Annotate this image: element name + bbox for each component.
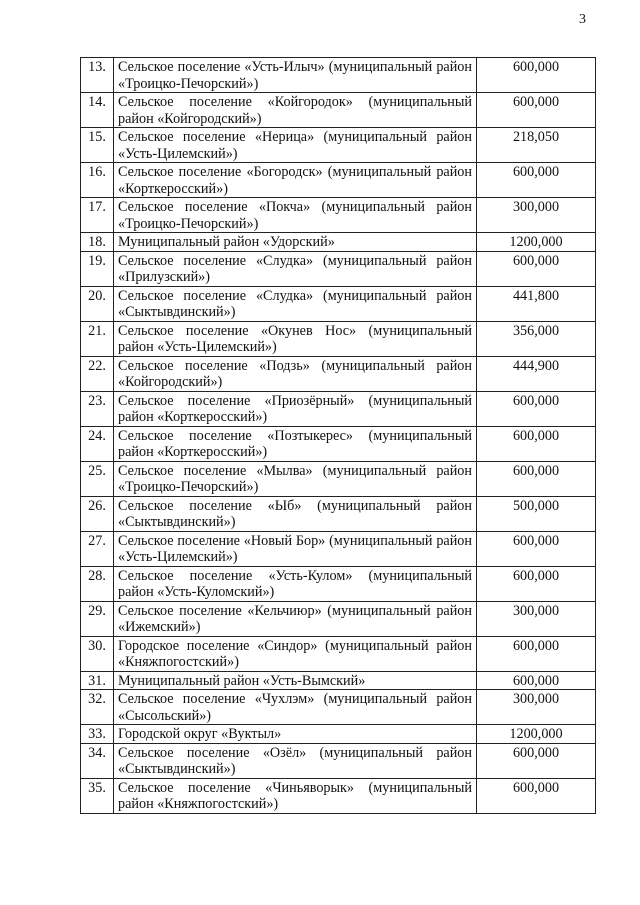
municipality-name: Сельское поселение «Кельчиюр» (муниципальный район «Ижемский») xyxy=(114,601,477,636)
amount: 600,000 xyxy=(477,671,596,690)
amount: 356,000 xyxy=(477,321,596,356)
amount: 600,000 xyxy=(477,426,596,461)
table-row xyxy=(81,725,596,744)
subsidy-table xyxy=(80,57,596,814)
table-row xyxy=(81,391,596,426)
row-number: 30. xyxy=(81,636,114,671)
table-row xyxy=(81,198,596,233)
amount: 600,000 xyxy=(477,531,596,566)
row-number: 19. xyxy=(81,251,114,286)
table-row xyxy=(81,286,596,321)
amount: 600,000 xyxy=(477,636,596,671)
amount: 600,000 xyxy=(477,58,596,93)
amount: 600,000 xyxy=(477,778,596,813)
amount: 300,000 xyxy=(477,198,596,233)
municipality-name: Сельское поселение «Новый Бор» (муниципальный район «Усть-Цилемский») xyxy=(114,531,477,566)
municipality-name: Сельское поселение «Слудка» (муниципальный район «Прилузский») xyxy=(114,251,477,286)
table-row xyxy=(81,671,596,690)
row-number: 28. xyxy=(81,566,114,601)
amount: 300,000 xyxy=(477,690,596,725)
municipality-name: Сельское поселение «Позтыкерес» (муниципальный район «Корткеросский») xyxy=(114,426,477,461)
table-row xyxy=(81,566,596,601)
table-row xyxy=(81,461,596,496)
table-row xyxy=(81,743,596,778)
row-number: 34. xyxy=(81,743,114,778)
row-number: 35. xyxy=(81,778,114,813)
municipality-name: Сельское поселение «Окунев Нос» (муниципальный район «Усть-Цилемский») xyxy=(114,321,477,356)
municipality-name: Сельское поселение «Чиньяворык» (муниципальный район «Княжпогостский») xyxy=(114,778,477,813)
row-number: 23. xyxy=(81,391,114,426)
row-number: 14. xyxy=(81,93,114,128)
municipality-name: Сельское поселение «Чухлэм» (муниципальный район «Сысольский») xyxy=(114,690,477,725)
municipality-name: Городское поселение «Синдор» (муниципальный район «Княжпогостский») xyxy=(114,636,477,671)
table-row xyxy=(81,778,596,813)
subsidy-table-body xyxy=(81,58,596,814)
table-row xyxy=(81,601,596,636)
row-number: 33. xyxy=(81,725,114,744)
municipality-name: Сельское поселение «Усть-Илыч» (муниципальный район «Троицко-Печорский») xyxy=(114,58,477,93)
table-row xyxy=(81,321,596,356)
row-number: 32. xyxy=(81,690,114,725)
row-number: 31. xyxy=(81,671,114,690)
amount: 1200,000 xyxy=(477,233,596,252)
municipality-name: Муниципальный район «Удорский» xyxy=(114,233,477,252)
municipality-name: Сельское поселение «Слудка» (муниципальный район «Сыктывдинский») xyxy=(114,286,477,321)
municipality-name: Сельское поселение «Покча» (муниципальный район «Троицко-Печорский») xyxy=(114,198,477,233)
row-number: 20. xyxy=(81,286,114,321)
row-number: 29. xyxy=(81,601,114,636)
row-number: 13. xyxy=(81,58,114,93)
municipality-name: Сельское поселение «Богородск» (муниципальный район «Корткеросский») xyxy=(114,163,477,198)
municipality-name: Сельское поселение «Озёл» (муниципальный район «Сыктывдинский») xyxy=(114,743,477,778)
municipality-name: Сельское поселение «Усть-Кулом» (муниципальный район «Усть-Куломский») xyxy=(114,566,477,601)
table-row xyxy=(81,690,596,725)
amount: 300,000 xyxy=(477,601,596,636)
table-row xyxy=(81,636,596,671)
row-number: 24. xyxy=(81,426,114,461)
row-number: 18. xyxy=(81,233,114,252)
table-row xyxy=(81,356,596,391)
municipality-name: Сельское поселение «Приозёрный» (муниципальный район «Корткеросский») xyxy=(114,391,477,426)
table-row xyxy=(81,93,596,128)
amount: 600,000 xyxy=(477,461,596,496)
amount: 600,000 xyxy=(477,93,596,128)
row-number: 27. xyxy=(81,531,114,566)
amount: 441,800 xyxy=(477,286,596,321)
amount: 444,900 xyxy=(477,356,596,391)
table-row xyxy=(81,251,596,286)
amount: 600,000 xyxy=(477,391,596,426)
amount: 1200,000 xyxy=(477,725,596,744)
row-number: 21. xyxy=(81,321,114,356)
municipality-name: Сельское поселение «Койгородок» (муниципальный район «Койгородский») xyxy=(114,93,477,128)
amount: 600,000 xyxy=(477,743,596,778)
row-number: 22. xyxy=(81,356,114,391)
table-row xyxy=(81,233,596,252)
amount: 500,000 xyxy=(477,496,596,531)
table-row xyxy=(81,531,596,566)
table-row xyxy=(81,128,596,163)
amount: 218,050 xyxy=(477,128,596,163)
municipality-name: Сельское поселение «Подзь» (муниципальный район «Койгородский») xyxy=(114,356,477,391)
amount: 600,000 xyxy=(477,163,596,198)
municipality-name: Сельское поселение «Нерица» (муниципальный район «Усть-Цилемский») xyxy=(114,128,477,163)
row-number: 26. xyxy=(81,496,114,531)
amount: 600,000 xyxy=(477,566,596,601)
table-row xyxy=(81,426,596,461)
page-number: 3 xyxy=(579,12,586,27)
municipality-name: Городской округ «Вуктыл» xyxy=(114,725,477,744)
table-row xyxy=(81,163,596,198)
row-number: 16. xyxy=(81,163,114,198)
municipality-name: Сельское поселение «Ыб» (муниципальный район «Сыктывдинский») xyxy=(114,496,477,531)
table-row xyxy=(81,58,596,93)
municipality-name: Муниципальный район «Усть-Вымский» xyxy=(114,671,477,690)
table-row xyxy=(81,496,596,531)
municipality-name: Сельское поселение «Мылва» (муниципальный район «Троицко-Печорский») xyxy=(114,461,477,496)
amount: 600,000 xyxy=(477,251,596,286)
row-number: 25. xyxy=(81,461,114,496)
row-number: 15. xyxy=(81,128,114,163)
row-number: 17. xyxy=(81,198,114,233)
